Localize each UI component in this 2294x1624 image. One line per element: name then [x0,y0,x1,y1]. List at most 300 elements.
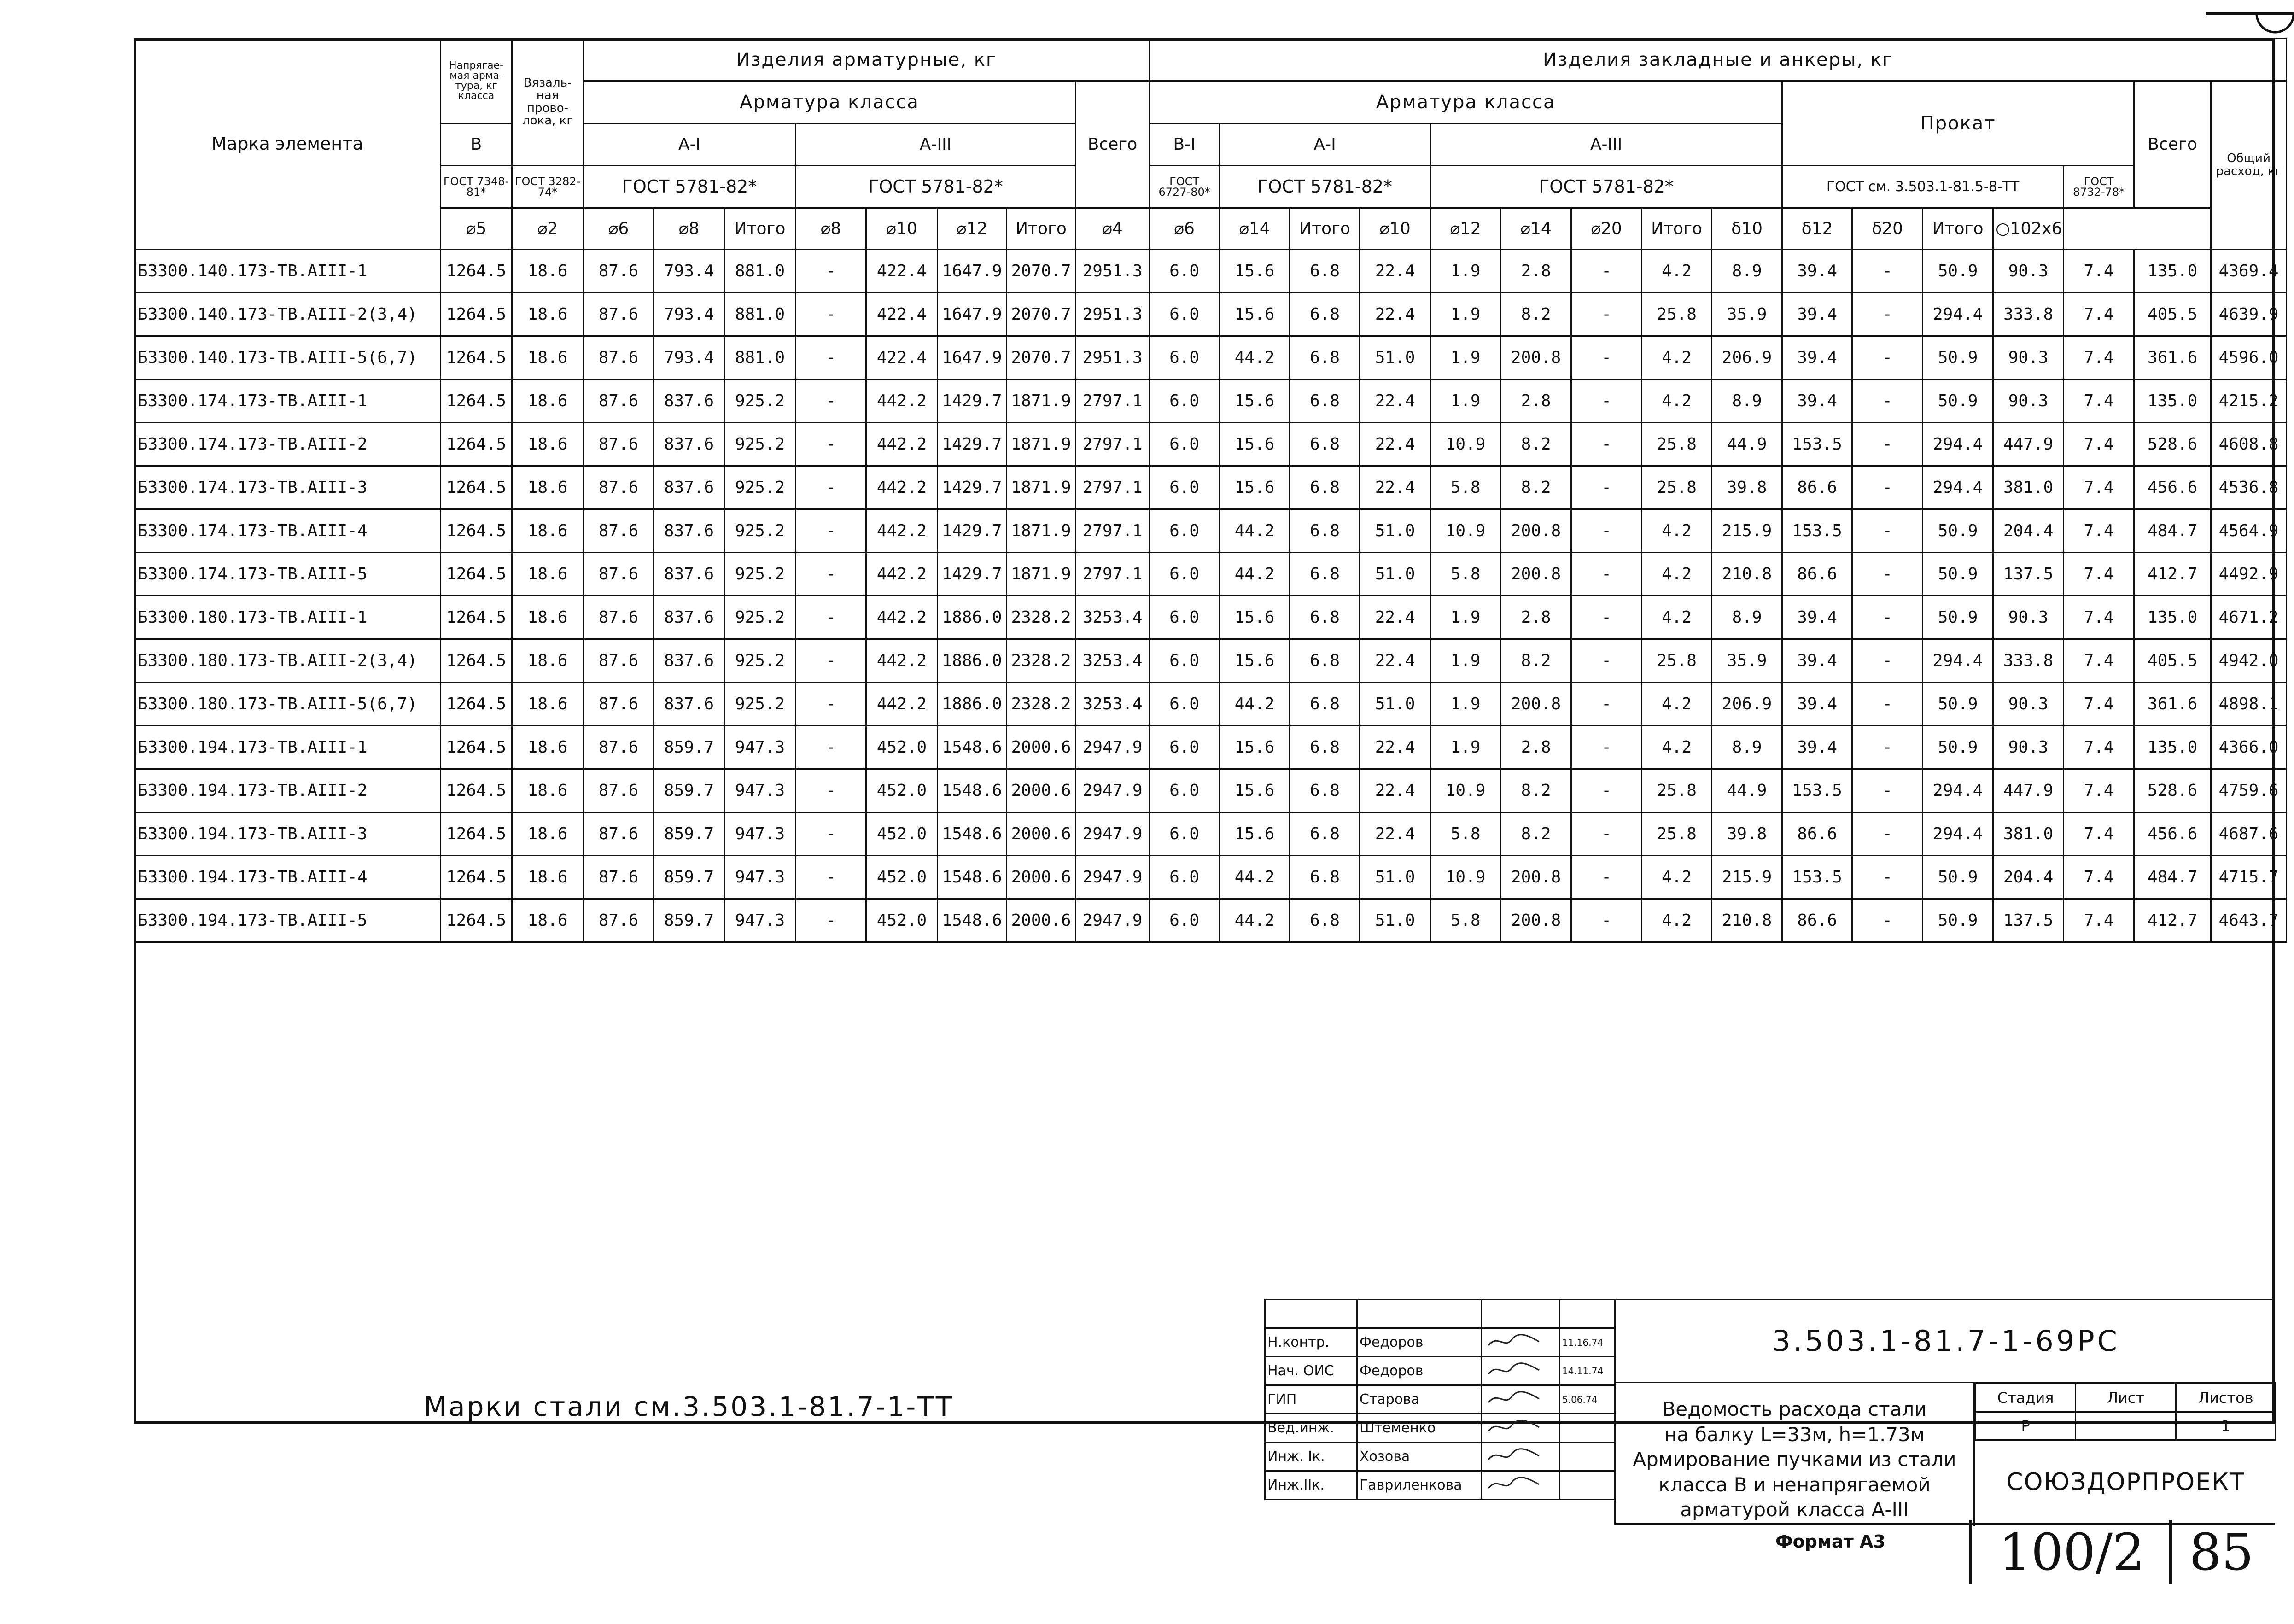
header-class-bi: В-I [1150,123,1220,166]
header-class-b: В [441,123,512,166]
table-cell: - [1852,380,1923,423]
element-mark: Б3300.174.173-ТВ.АIII-1 [134,380,441,423]
header-mark: Марка элемента [134,39,441,250]
table-cell: 859.7 [654,899,724,942]
table-cell: 44.2 [1220,509,1290,553]
table-cell: - [1852,553,1923,596]
table-cell: 18.6 [512,639,584,683]
header-class-ai: А-I [584,123,796,166]
header-diameter: ⌀8 [796,208,866,250]
table-cell: 50.9 [1923,336,1993,380]
header-gost-5781-d: ГОСТ 5781-82* [1430,166,1782,208]
table-cell: 39.4 [1782,250,1852,293]
header-wire: Вязаль-ная прово-лока, кг [512,39,584,166]
table-cell: 51.0 [1360,336,1430,380]
table-cell: 18.6 [512,250,584,293]
signer-role: Инж. Iк. [1265,1443,1357,1471]
table-cell: 4.2 [1642,553,1712,596]
table-cell: 39.4 [1782,726,1852,769]
table-cell: 837.6 [654,509,724,553]
header-total-2: Всего [2134,81,2211,208]
table-cell: 793.4 [654,250,724,293]
signature [1482,1385,1560,1414]
table-cell: 6.0 [1150,639,1220,683]
table-cell: 294.4 [1923,293,1993,336]
element-mark: Б3300.140.173-ТВ.АIII-1 [134,250,441,293]
signer-role: Н.контр. [1265,1328,1357,1357]
signer-date [1560,1443,1615,1471]
stage-header: Стадия [1976,1384,2076,1412]
title-block-right [1614,1299,2275,1525]
table-cell: 8.9 [1712,726,1782,769]
table-cell: 200.8 [1501,856,1571,899]
table-cell: 2797.1 [1076,509,1150,553]
table-cell: 447.9 [1993,423,2064,466]
table-cell: 925.2 [724,509,796,553]
table-cell: 1647.9 [938,250,1007,293]
table-cell: - [1571,812,1642,856]
table-cell: 2947.9 [1076,899,1150,942]
signature-mark [1484,1446,1544,1464]
table-cell: 22.4 [1360,380,1430,423]
table-cell: 859.7 [654,856,724,899]
header-diameter: δ20 [1852,208,1923,250]
table-cell: 1871.9 [1007,423,1076,466]
table-cell: 87.6 [584,380,654,423]
table-cell: 51.0 [1360,856,1430,899]
table-cell: 6.0 [1150,423,1220,466]
table-row [134,423,2287,466]
table-cell: - [796,250,866,293]
table-cell: 947.3 [724,769,796,812]
table-cell: 90.3 [1993,726,2064,769]
table-cell: 206.9 [1712,336,1782,380]
table-cell: 1647.9 [938,293,1007,336]
header-diameter: ⌀8 [654,208,724,250]
table-cell: - [1852,769,1923,812]
signer-row [1265,1357,1615,1385]
header-gost-6727: ГОСТ 6727-80* [1150,166,1220,208]
table-cell: 1264.5 [441,769,512,812]
table-cell: 6.0 [1150,466,1220,509]
table-cell: 6.8 [1290,509,1360,553]
table-cell: 7.4 [2064,899,2134,942]
table-cell: 1.9 [1430,250,1501,293]
title-line-5: арматурой класса А-III [1680,1498,1909,1521]
table-cell: - [1571,466,1642,509]
header-rebar-group: Изделия арматурные, кг [584,39,1150,81]
header-diameter: ○102x6 [1993,208,2064,250]
table-cell: 6.8 [1290,726,1360,769]
table-cell: 4643.7 [2211,899,2287,942]
table-cell: 412.7 [2134,553,2211,596]
table-cell: - [796,812,866,856]
table-cell: 837.6 [654,380,724,423]
table-cell: 422.4 [866,336,938,380]
table-cell: 859.7 [654,726,724,769]
table-cell: 7.4 [2064,553,2134,596]
table-cell: 6.8 [1290,639,1360,683]
element-mark: Б3300.140.173-ТВ.АIII-5(6,7) [134,336,441,380]
table-cell: 87.6 [584,596,654,639]
table-cell: 15.6 [1220,639,1290,683]
title-line-4: класса В и ненапрягаемой [1658,1473,1931,1496]
table-cell: 51.0 [1360,899,1430,942]
header-diameter: ⌀12 [1430,208,1501,250]
table-cell: 7.4 [2064,769,2134,812]
table-cell: 6.8 [1290,293,1360,336]
table-cell: 7.4 [2064,336,2134,380]
table-cell: 1548.6 [938,726,1007,769]
table-cell: 3253.4 [1076,596,1150,639]
table-cell: 1.9 [1430,639,1501,683]
table-cell: 1548.6 [938,769,1007,812]
table-cell: 4366.0 [2211,726,2287,769]
table-cell: 10.9 [1430,423,1501,466]
table-cell: 204.4 [1993,856,2064,899]
table-row [134,553,2287,596]
table-cell: 6.0 [1150,726,1220,769]
table-cell: 6.0 [1150,856,1220,899]
table-cell: 361.6 [2134,683,2211,726]
table-cell: 947.3 [724,899,796,942]
table-cell: - [796,336,866,380]
table-cell: 925.2 [724,423,796,466]
table-cell: 793.4 [654,336,724,380]
header-prestressed: Напрягае-мая арма-тура, кг класса [441,39,512,123]
header-class-aiii: А-III [796,123,1076,166]
table-cell: 1.9 [1430,336,1501,380]
table-cell: 86.6 [1782,466,1852,509]
table-cell: 4687.6 [2211,812,2287,856]
signer-row [1265,1443,1615,1471]
table-cell: 7.4 [2064,250,2134,293]
table-cell: 1264.5 [441,812,512,856]
table-cell: 153.5 [1782,769,1852,812]
table-cell: - [796,293,866,336]
table-cell: 6.8 [1290,856,1360,899]
table-cell: 442.2 [866,423,938,466]
table-cell: 422.4 [866,293,938,336]
table-cell: 947.3 [724,812,796,856]
table-cell: 294.4 [1923,466,1993,509]
table-cell: 1264.5 [441,639,512,683]
header-embedded-group: Изделия закладные и анкеры, кг [1150,39,2287,81]
title-line-1: Ведомость расхода стали [1662,1398,1927,1420]
table-cell: 90.3 [1993,380,2064,423]
sheets-value: 1 [2176,1412,2276,1440]
table-cell: 18.6 [512,423,584,466]
element-mark: Б3300.180.173-ТВ.АIII-1 [134,596,441,639]
table-cell: 881.0 [724,336,796,380]
signer-name: Штеменко [1357,1414,1482,1443]
table-cell: - [1852,812,1923,856]
table-cell: 1264.5 [441,293,512,336]
signer-row [1265,1471,1615,1500]
table-row [134,683,2287,726]
table-cell: 18.6 [512,466,584,509]
table-cell: 50.9 [1923,250,1993,293]
table-cell: - [796,639,866,683]
table-cell: - [1852,336,1923,380]
table-cell: 294.4 [1923,423,1993,466]
table-cell: 8.9 [1712,250,1782,293]
table-cell: 1647.9 [938,336,1007,380]
table-cell: 294.4 [1923,639,1993,683]
table-cell: 7.4 [2064,726,2134,769]
table-cell: 4.2 [1642,899,1712,942]
table-cell: 1.9 [1430,380,1501,423]
table-cell: - [1571,293,1642,336]
header-gost-7348: ГОСТ 7348-81* [441,166,512,208]
table-cell: 5.8 [1430,812,1501,856]
document-title [1616,1383,1975,1526]
table-cell: 215.9 [1712,509,1782,553]
table-cell: 6.8 [1290,769,1360,812]
table-cell: - [1852,683,1923,726]
table-cell: 206.9 [1712,683,1782,726]
table-cell: 135.0 [2134,380,2211,423]
table-cell: 4.2 [1642,596,1712,639]
table-cell: 15.6 [1220,250,1290,293]
table-cell: 8.2 [1501,466,1571,509]
signer-date [1560,1471,1615,1500]
table-cell: 442.2 [866,380,938,423]
table-cell: 25.8 [1642,423,1712,466]
header-diameter: ⌀20 [1571,208,1642,250]
table-cell: - [796,726,866,769]
table-cell: 90.3 [1993,336,2064,380]
table-cell: 18.6 [512,509,584,553]
table-cell: 2.8 [1501,596,1571,639]
header-diameter: ⌀10 [1360,208,1430,250]
table-cell: 2951.3 [1076,293,1150,336]
table-cell: 153.5 [1782,509,1852,553]
table-cell: 200.8 [1501,336,1571,380]
table-cell: 18.6 [512,683,584,726]
signer-role: ГИП [1265,1385,1357,1414]
table-cell: 39.4 [1782,380,1852,423]
table-cell: 7.4 [2064,856,2134,899]
table-cell: 87.6 [584,899,654,942]
table-cell: 6.0 [1150,250,1220,293]
table-cell: 39.4 [1782,639,1852,683]
table-cell: 2000.6 [1007,812,1076,856]
header-diameter: ⌀4 [1076,208,1150,250]
header-class-aiii-2: А-III [1430,123,1782,166]
table-cell: 7.4 [2064,423,2134,466]
document-code: 3.503.1-81.7-1-69РС [1616,1300,2276,1383]
table-cell: 2.8 [1501,250,1571,293]
table-cell: - [1571,336,1642,380]
table-cell: 51.0 [1360,553,1430,596]
table-cell: 7.4 [2064,293,2134,336]
table-cell: - [1852,250,1923,293]
table-cell: 87.6 [584,509,654,553]
table-cell: 8.2 [1501,293,1571,336]
table-cell: 87.6 [584,726,654,769]
table-cell: 2947.9 [1076,812,1150,856]
table-cell: 50.9 [1923,683,1993,726]
table-cell: 2.8 [1501,380,1571,423]
table-cell: 35.9 [1712,639,1782,683]
table-cell: 51.0 [1360,509,1430,553]
table-cell: 2.8 [1501,726,1571,769]
table-cell: 25.8 [1642,639,1712,683]
table-cell: 200.8 [1501,553,1571,596]
table-cell: 4.2 [1642,380,1712,423]
table-cell: 456.6 [2134,812,2211,856]
table-cell: - [1852,466,1923,509]
paper-format: Формат А3 [1775,1531,1885,1552]
table-cell: - [1571,639,1642,683]
table-cell: 15.6 [1220,726,1290,769]
table-cell: 7.4 [2064,466,2134,509]
table-cell: 4.2 [1642,250,1712,293]
table-cell: 4608.8 [2211,423,2287,466]
signer-date [1560,1414,1615,1443]
table-cell: 6.0 [1150,293,1220,336]
sheet-value [2076,1412,2176,1440]
table-cell: 87.6 [584,553,654,596]
table-cell: 87.6 [584,856,654,899]
table-cell: 1429.7 [938,509,1007,553]
table-cell: 44.9 [1712,423,1782,466]
table-cell: 6.0 [1150,509,1220,553]
header-prokat: Прокат [1782,81,2134,166]
table-cell: 90.3 [1993,250,2064,293]
table-cell: 39.8 [1712,812,1782,856]
signer-role: Нач. ОИС [1265,1357,1357,1385]
table-cell: 44.2 [1220,336,1290,380]
table-cell: 1264.5 [441,856,512,899]
table-cell: 18.6 [512,726,584,769]
table-cell: 44.2 [1220,683,1290,726]
table-cell: 1264.5 [441,250,512,293]
table-cell: 294.4 [1923,769,1993,812]
table-cell: 6.8 [1290,466,1360,509]
table-cell: 7.4 [2064,380,2134,423]
header-diameter: Итого [1642,208,1712,250]
signature-mark [1484,1360,1544,1379]
table-row [134,726,2287,769]
element-mark: Б3300.174.173-ТВ.АIII-2 [134,423,441,466]
table-cell: 4898.1 [2211,683,2287,726]
title-line-2: на балку L=33м, h=1.73м [1664,1423,1925,1446]
table-cell: - [1852,293,1923,336]
signature [1482,1328,1560,1357]
table-cell: 1264.5 [441,423,512,466]
header-diameter: ⌀14 [1501,208,1571,250]
table-cell: - [796,899,866,942]
header-gost-prokat: ГОСТ см. 3.503.1-81.5-8-ТТ [1782,166,2064,208]
header-diameter: Итого [724,208,796,250]
table-cell: 859.7 [654,769,724,812]
table-cell: 87.6 [584,639,654,683]
table-cell: 422.4 [866,250,938,293]
element-mark: Б3300.174.173-ТВ.АIII-5 [134,553,441,596]
table-cell: 18.6 [512,899,584,942]
table-cell: 8.2 [1501,639,1571,683]
element-mark: Б3300.194.173-ТВ.АIII-5 [134,899,441,942]
table-cell: 18.6 [512,812,584,856]
table-cell: 6.0 [1150,812,1220,856]
signature-mark [1484,1474,1544,1493]
table-cell: 4.2 [1642,336,1712,380]
table-cell: 925.2 [724,596,796,639]
table-cell: 15.6 [1220,293,1290,336]
table-cell: 4215.2 [2211,380,2287,423]
table-cell: 6.8 [1290,899,1360,942]
signer-row [1265,1328,1615,1357]
table-cell: 51.0 [1360,683,1430,726]
header-diameter: ⌀6 [1150,208,1220,250]
table-cell: 86.6 [1782,812,1852,856]
table-cell: 22.4 [1360,769,1430,812]
signer-date: 5.06.74 [1560,1385,1615,1414]
signer-role: Инж.IIк. [1265,1471,1357,1500]
table-cell: - [796,553,866,596]
header-diameter: Итого [1290,208,1360,250]
table-row [134,769,2287,812]
table-cell: 333.8 [1993,639,2064,683]
table-cell: - [1571,553,1642,596]
table-cell: - [1571,683,1642,726]
table-row [134,856,2287,899]
table-cell: 6.8 [1290,336,1360,380]
table-cell: 10.9 [1430,769,1501,812]
table-cell: 6.8 [1290,683,1360,726]
table-row [134,639,2287,683]
signature [1482,1471,1560,1500]
table-cell: 22.4 [1360,250,1430,293]
table-cell: 7.4 [2064,596,2134,639]
table-cell: 2797.1 [1076,423,1150,466]
table-cell: 484.7 [2134,856,2211,899]
table-cell: 50.9 [1923,509,1993,553]
header-diameter: δ12 [1782,208,1852,250]
table-cell: 442.2 [866,639,938,683]
signature [1482,1357,1560,1385]
table-cell: 2000.6 [1007,726,1076,769]
table-cell: 4564.9 [2211,509,2287,553]
table-cell: 18.6 [512,293,584,336]
table-cell: 1429.7 [938,466,1007,509]
table-cell: 381.0 [1993,812,2064,856]
table-cell: 2000.6 [1007,856,1076,899]
table-cell: - [1571,856,1642,899]
table-cell: 1429.7 [938,553,1007,596]
table-cell: 2000.6 [1007,899,1076,942]
table-row [134,596,2287,639]
table-cell: 22.4 [1360,293,1430,336]
signer-name: Старова [1357,1385,1482,1414]
table-cell: 4596.0 [2211,336,2287,380]
signer-row [1265,1385,1615,1414]
table-cell: 1886.0 [938,596,1007,639]
table-cell: 442.2 [866,553,938,596]
stage-table [1975,1383,2276,1441]
album-number: 100/2 [1969,1520,2172,1584]
signer-role: Вед.инж. [1265,1414,1357,1443]
table-cell: 50.9 [1923,553,1993,596]
table-cell: 135.0 [2134,726,2211,769]
table-cell: 15.6 [1220,812,1290,856]
table-cell: 86.6 [1782,899,1852,942]
element-mark: Б3300.174.173-ТВ.АIII-3 [134,466,441,509]
table-cell: 200.8 [1501,509,1571,553]
table-cell: 528.6 [2134,769,2211,812]
